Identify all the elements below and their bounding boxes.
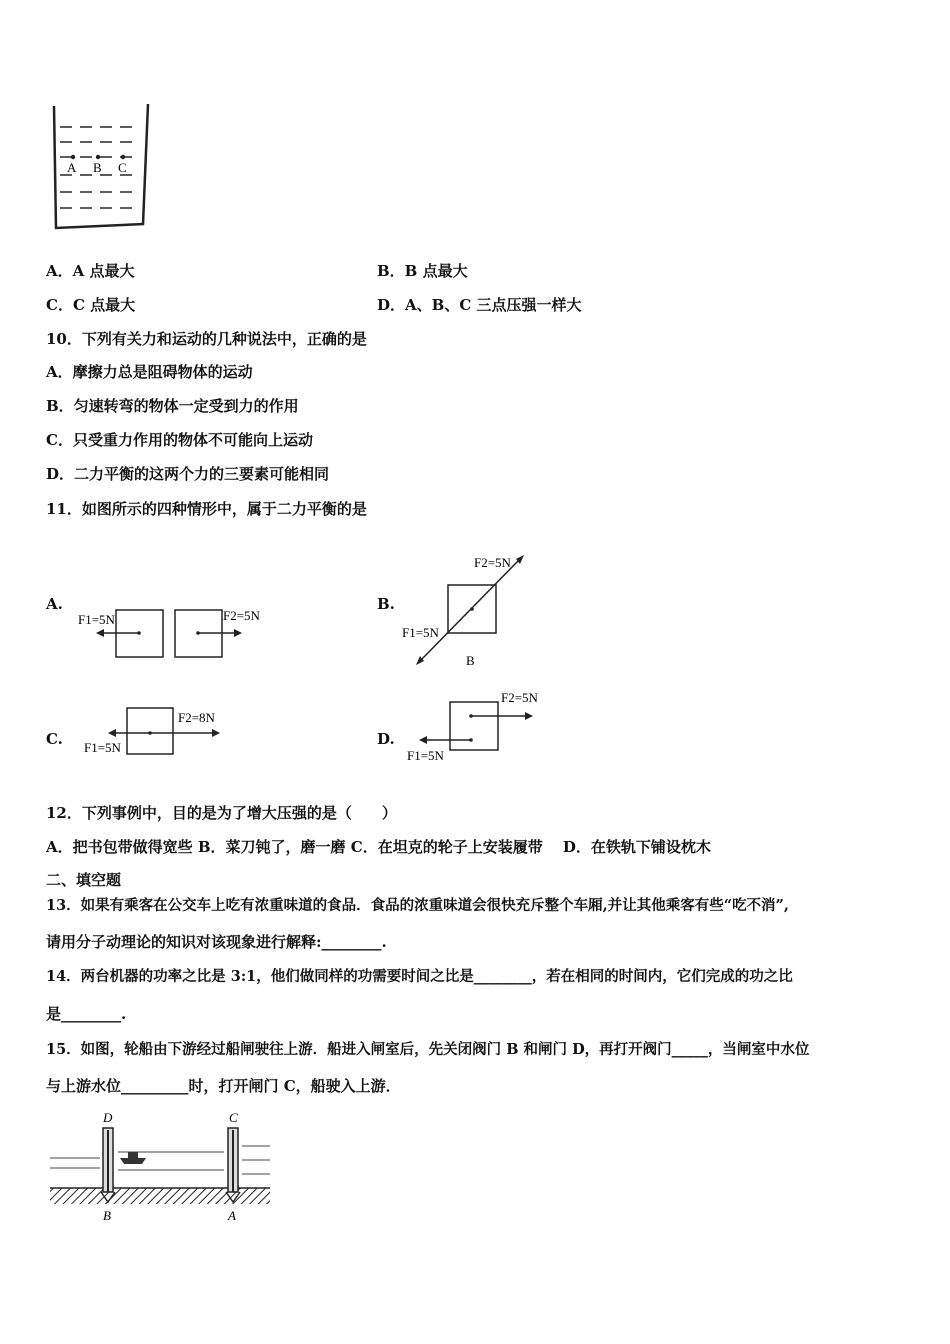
q9-option-d: D．A、B、C 三点压强一样大	[377, 296, 582, 314]
lock-label-d: D	[103, 1110, 113, 1125]
q10-option-a: A．摩擦力总是阻碍物体的运动	[46, 363, 253, 381]
beaker-figure	[48, 100, 158, 235]
beaker-label-a: A	[67, 160, 77, 175]
q10-option-c: C．只受重力作用的物体不可能向上运动	[46, 431, 313, 449]
q13-line1: 13．如果有乘客在公交车上吃有浓重味道的食品．食品的浓重味道会很快充斥整个车厢,并让其他乘客有些“吃不消”,	[46, 897, 789, 914]
section-fill-in-blank: 二、填空题	[46, 871, 122, 889]
beaker-label-b: B	[93, 160, 102, 175]
q11-label-d: D.	[377, 730, 395, 748]
q10-option-d: D．二力平衡的这两个力的三要素可能相同	[46, 465, 330, 483]
q11-figure-c	[82, 700, 242, 765]
q9-option-a: A．A 点最大	[46, 262, 135, 280]
lock-label-c: C	[229, 1110, 238, 1125]
q11-stem: 11．如图所示的四种情形中，属于二力平衡的是	[46, 500, 367, 518]
fig-a-f2: F2=5N	[223, 608, 260, 623]
fig-c-f2: F2=8N	[178, 710, 215, 725]
fig-d-f1: F1=5N	[407, 748, 444, 763]
q11-figure-b	[400, 545, 550, 670]
q9-option-c: C．C 点最大	[46, 296, 136, 314]
fig-b-caption: B	[466, 653, 475, 668]
lock-label-a: A	[228, 1208, 236, 1223]
q11-figure-d	[405, 688, 555, 768]
q10-option-b: B．匀速转弯的物体一定受到力的作用	[46, 397, 299, 415]
q13-line2: 请用分子动理论的知识对该现象进行解释:________.	[46, 933, 387, 951]
q10-stem: 10．下列有关力和运动的几种说法中，正确的是	[46, 330, 367, 348]
q9-option-b: B．B 点最大	[377, 262, 468, 280]
q14-line2: 是________.	[46, 1005, 127, 1023]
beaker-label-c: C	[118, 160, 127, 175]
q15-line1: 15．如图，轮船由下游经过船闸驶往上游．船进入闸室后，先关闭阀门 B 和闸门 D，再打开阀门_____，当闸室中水位	[46, 1041, 810, 1058]
q11-figure-a	[78, 600, 278, 665]
q15-line2: 与上游水位_________时，打开闸门 C，船驶入上游．	[46, 1077, 401, 1095]
fig-b-f2: F2=5N	[474, 555, 511, 570]
fig-c-f1: F1=5N	[84, 740, 121, 755]
q14-line1: 14．两台机器的功率之比是 3:1，他们做同样的功需要时间之比是________，若在相同的时间内，它们完成的功之比	[46, 968, 793, 985]
q12-stem: 12．下列事例中，目的是为了增大压强的是（ ）	[46, 804, 397, 822]
fig-b-f1: F1=5N	[402, 625, 439, 640]
q11-label-c: C.	[46, 730, 63, 748]
fig-a-f1: F1=5N	[78, 612, 115, 627]
fig-d-f2: F2=5N	[501, 690, 538, 705]
q11-label-b: B.	[377, 595, 395, 613]
q12-options: A．把书包带做得宽些 B．菜刀钝了，磨一磨 C．在坦克的轮子上安装履带 D．在铁轨下铺设枕木	[46, 838, 711, 856]
ship-lock-figure	[48, 1108, 278, 1228]
lock-label-b: B	[103, 1208, 111, 1223]
q11-label-a: A.	[46, 595, 63, 613]
